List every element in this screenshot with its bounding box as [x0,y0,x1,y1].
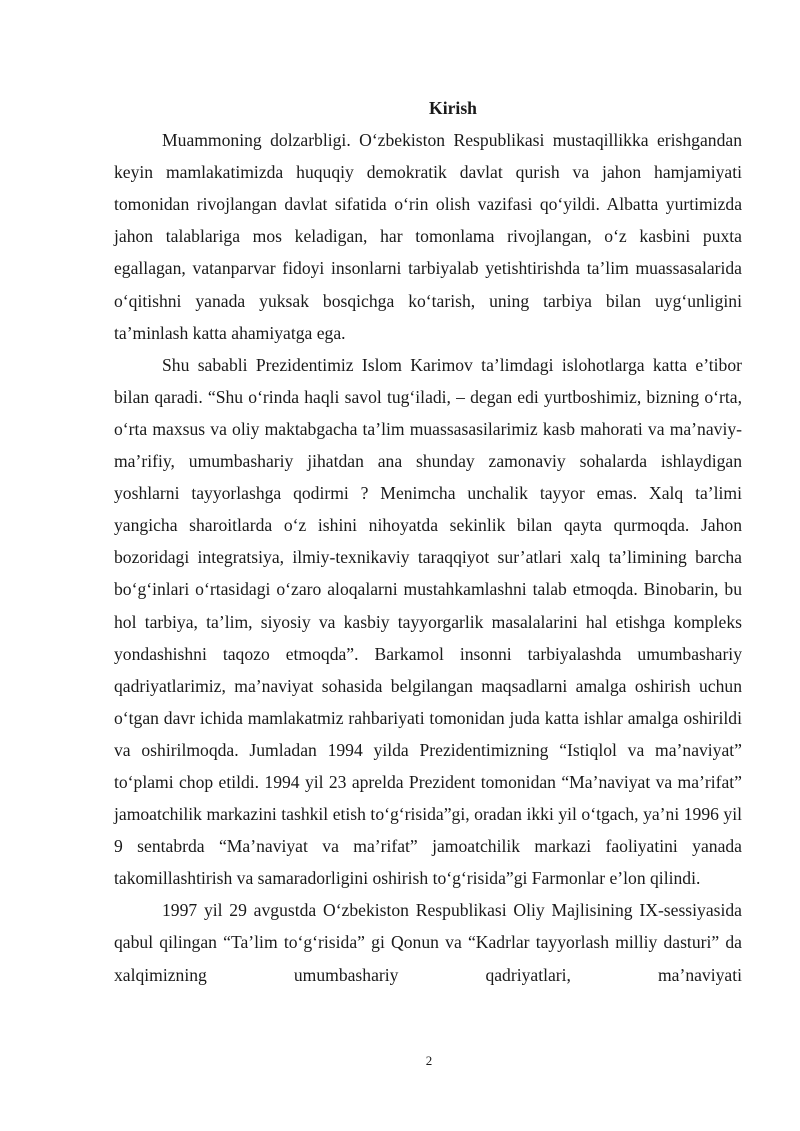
paragraph-president-reforms: Shu sababli Prezidentimiz Islom Karimov ta’limdagi islohotlarga katta e’tibor bilan qaradi. “Shu o‘rinda haqli savol tug‘iladi, – degan edi yurtboshimiz, bizning o‘rta, o‘rta maxsus va oliy maktabgacha ta’lim muassasasilarimiz kasb mahorati va ma’naviy-ma’rifiy, umumbashariy jihatdan ana shunday zamonaviy sohalarda ishlaydigan yoshlarni tayyorlashga qodirmi ? Menimcha unchalik tayyor emas. Xalq ta’limi yangicha sharoitlarda o‘z ishini nihoyatda sekinlik bilan qayta qurmoqda. Jahon bozoridagi integratsiya, ilmiy-texnikaviy taraqqiyot sur’atlari xalq ta’limining barcha bo‘g‘inlari o‘rtasidagi o‘zaro aloqalarni mustahkamlashni talab etmoqda. Binobarin, bu hol tarbiya, ta’lim, siyosiy va kasbiy tayyorgarlik masalalarini hal etishga kompleks yondashishni taqozo etmoqda”. Barkamol insonni tarbiyalashda umumbashariy qadriyatlarimiz, ma’naviyat sohasida belgilangan maqsadlarni amalga oshirish uchun o‘tgan davr ichida mamlakatmiz rahbariyati tomonidan juda katta ishlar amalga oshirildi va oshirilmoqda. Jumladan 1994 yilda Prezidentimizning “Istiqlol va ma’naviyat” to‘plami chop etildi. 1994 yil 23 aprelda Prezident tomonidan “Ma’naviyat va ma’rifat” jamoatchilik markazini tashkil etish to‘g‘risida”gi, oradan ikki yil o‘tgach, ya’ni 1996 yil 9 sentabrda “Ma’naviyat va ma’rifat” jamoatchilik markazi faoliyatini yanada takomillashtirish va samaradorligini oshirish to‘g‘risida”gi Farmonlar e’lon qilindi. [114,354,742,889]
paragraph-relevance: Muammoning dolzarbligi. O‘zbekiston Respublikasi mustaqillikka erishgandan keyin mamlakatimizda huquqiy demokratik davlat qurish va jahon hamjamiyati tomonidan rivojlangan davlat sifatida o‘rin olish vazifasi qo‘yildi. Albatta yurtimizda jahon talablariga mos keladigan, har tomonlama rivojlangan, o‘z kasbini puxta egallagan, vatanparvar fidoyi insonlarni tarbiyalab yetishtirishda ta’lim muassasalarida o‘qitishni yanada yuksak bosqichga ko‘tarish, uning tarbiya bilan uyg‘unligini ta’minlash katta ahamiyatga ega. [114,130,742,343]
section-title: Kirish [429,98,477,118]
document-page [114,92,742,991]
page-number: 2 [425,1053,433,1068]
paragraph-education-law: 1997 yil 29 avgustda O‘zbekiston Respublikasi Oliy Majlisining IX-sessiyasida qabul qilingan “Ta’lim to‘g‘risida” gi Qonun va “Kadrlar tayyorlash milliy dasturi” da xalqimizning umumbashariy qadriyatlari, ma’naviyati [114,900,742,985]
